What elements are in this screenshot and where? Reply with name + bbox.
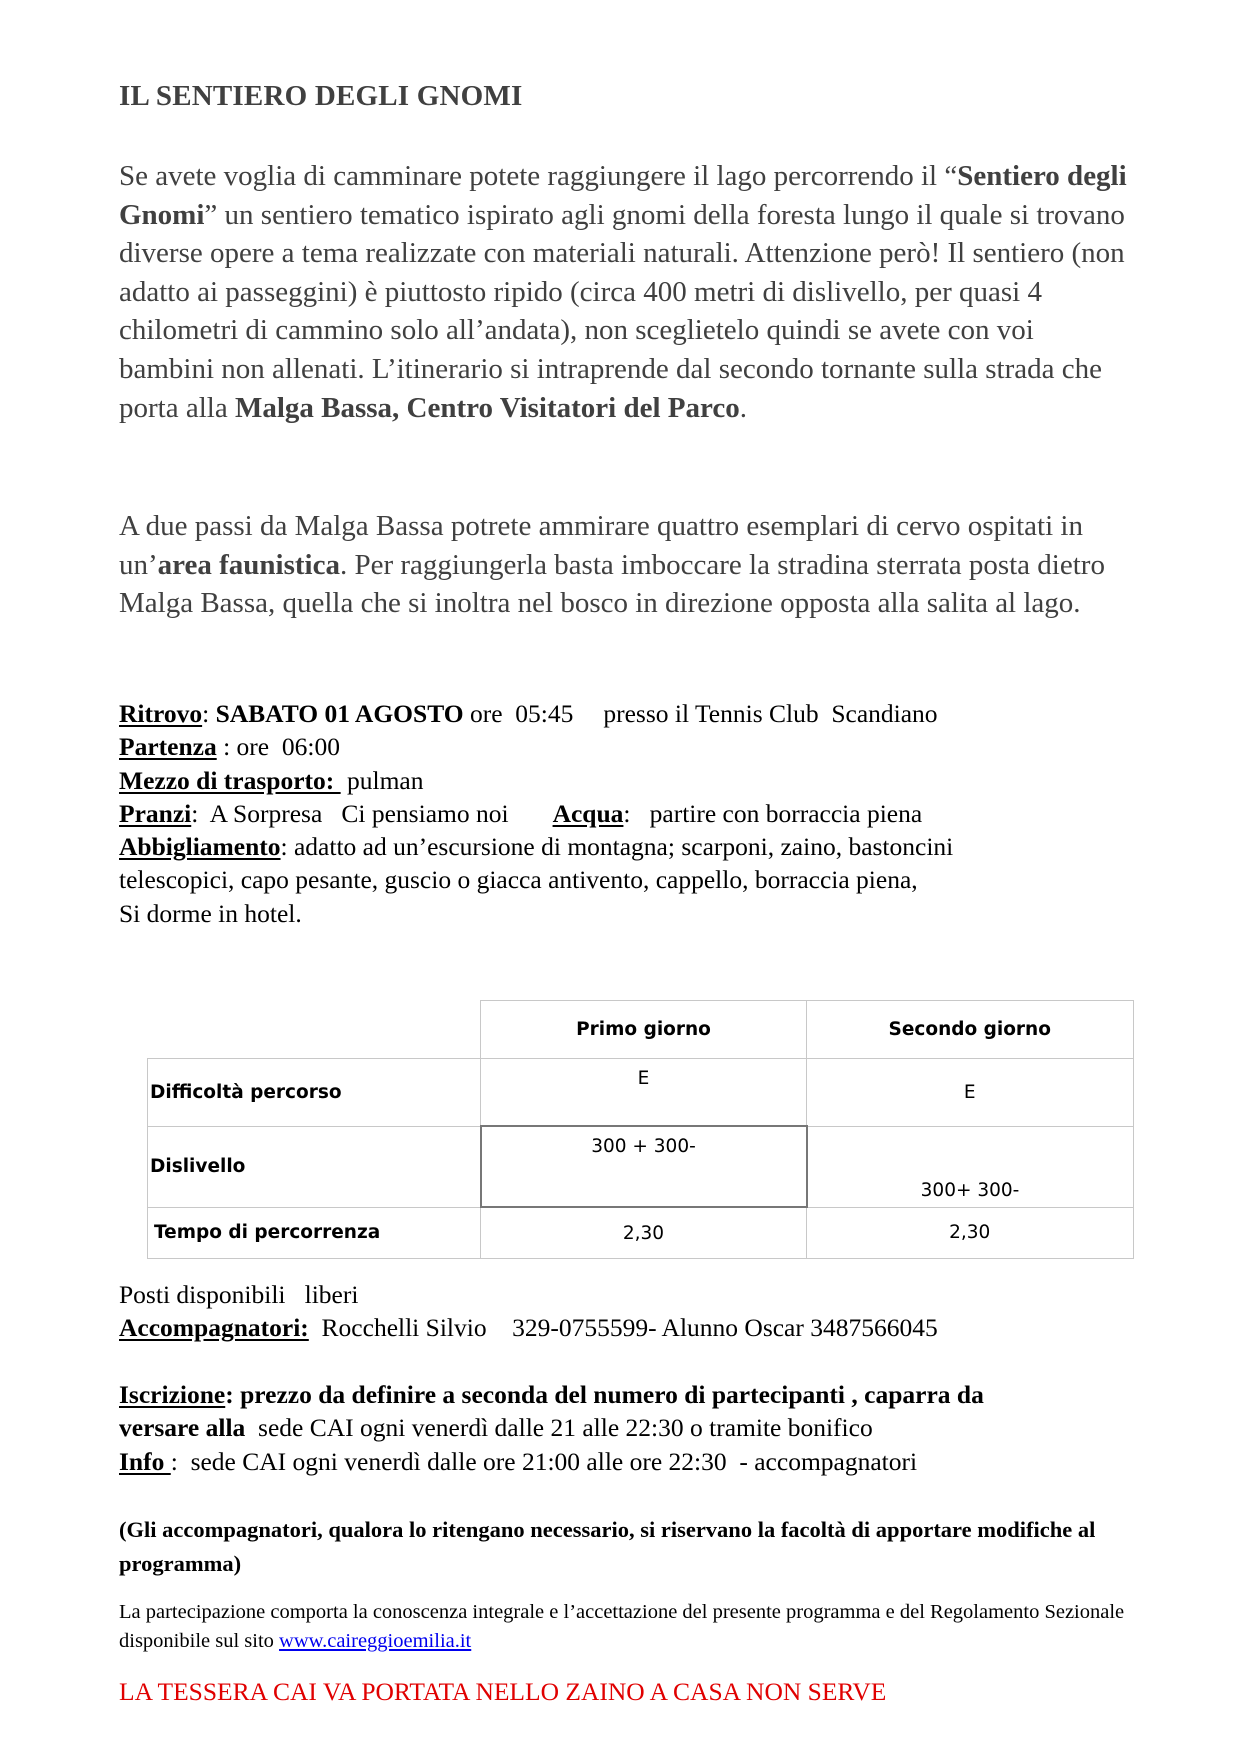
- pranzi-value: : A Sorpresa Ci pensiamo noi: [191, 798, 509, 828]
- accompagnatori-label: Accompagnatori:: [119, 1313, 309, 1343]
- trip-details: [119, 697, 1129, 930]
- table-header-empty: [148, 1001, 481, 1059]
- ritrovo-label: Ritrovo: [119, 699, 203, 728]
- acqua-label: Acqua: [552, 798, 624, 828]
- abbigliamento-line2: telescopici, capo pesante, guscio o giacca antivento, cappello, borraccia piena,: [119, 865, 918, 895]
- ritrovo-sep: :: [202, 699, 216, 728]
- row-label-tempo: Tempo di percorrenza: [148, 1207, 481, 1259]
- iscrizione-line2-rest: sede CAI ogni venerdì dalle 21 alle 22:30 o tramite bonifico: [245, 1413, 873, 1443]
- iscrizione-line2-bold: versare alla: [119, 1413, 246, 1443]
- abbigliamento-line3: Si dorme in hotel.: [119, 898, 302, 928]
- footer-text: La partecipazione comporta la conoscenza integrale e l’accettazione del presente programma e del Regolamento Sezionale disponibile sul sito: [119, 1601, 1125, 1652]
- p1-bold-malga: Malga Bassa, Centro Visitatori del Parco: [234, 391, 740, 424]
- partenza-line: [119, 730, 1129, 763]
- abbigliamento-line: [119, 830, 1129, 863]
- iscrizione-text: : prezzo da definire a seconda del numero di partecipanti , caparra da: [225, 1380, 984, 1409]
- website-link[interactable]: www.caireggioemilia.it: [279, 1629, 472, 1652]
- partenza-label: Partenza: [119, 732, 217, 762]
- iscrizione-line2: [119, 1411, 1129, 1444]
- acqua-value: : partire con borraccia piena: [623, 798, 923, 828]
- cell-dislivello-day2: 300+ 300-: [807, 1126, 1134, 1207]
- table-row: [148, 1207, 1134, 1259]
- posti-disponibili: Posti disponibili liberi: [119, 1280, 359, 1309]
- page-title: IL SENTIERO DEGLI GNOMI: [119, 80, 523, 112]
- footer-disclaimer: [119, 1598, 1129, 1655]
- mezzo-value: pulman: [340, 765, 424, 795]
- iscrizione-section: [119, 1378, 1129, 1478]
- ritrovo-time: ore 05:45: [463, 699, 574, 728]
- row-label-difficolta: Difficoltà percorso: [148, 1059, 481, 1127]
- intro-paragraph-1: [119, 157, 1129, 427]
- p1-bold-sentiero: Sentiero degli Gnomi: [119, 160, 1127, 231]
- p2-text-b: . Per raggiungerla basta imboccare la stradina sterrata posta dietro Malga Bassa, quella che si inoltra nel bosco in direzione opposta alla salita al lago.: [119, 548, 1105, 620]
- info-line: [119, 1445, 1129, 1478]
- intro-paragraph-2: [119, 507, 1129, 623]
- cell-tempo-day2: 2,30: [807, 1207, 1134, 1259]
- cell-tempo-day1: 2,30: [481, 1207, 807, 1259]
- mezzo-label: Mezzo di trasporto:: [119, 765, 341, 795]
- tessera-warning: LA TESSERA CAI VA PORTATA NELLO ZAINO A CASA NON SERVE: [119, 1677, 887, 1706]
- info-value: : sede CAI ogni venerdì dalle ore 21:00 alle ore 22:30 - accompagnatori: [170, 1446, 918, 1476]
- cell-difficolta-day2: E: [807, 1059, 1134, 1127]
- p2-text-a: A due passi da Malga Bassa potrete ammirare quattro esemplari di cervo ospitati in un’: [119, 510, 1083, 581]
- table-header-row: [148, 1001, 1134, 1059]
- accompagnatori-line: [119, 1311, 1129, 1344]
- availability-section: [119, 1278, 1129, 1345]
- cell-difficolta-day1: E: [481, 1059, 807, 1127]
- iscrizione-line1: [119, 1378, 1129, 1411]
- iscrizione-label: Iscrizione: [119, 1380, 226, 1409]
- pranzi-label: Pranzi: [119, 798, 192, 828]
- p1-text-b: ” un sentiero tematico ispirato agli gnomi della foresta lungo il quale si trovano diverse opere a tema realizzate con materiali naturali. Attenzione però! Il sentiero (non adatto ai passeggini) è piuttosto ripido (circa 400 metri di dislivello, per quasi 4 chilometri di cammino solo all’andata), non sceglietelo quindi se avete con voi bambini non allenati. L’itinerario si intraprende dal secondo tornante sulla strada che porta alla: [119, 198, 1125, 424]
- ritrovo-line: [119, 697, 1129, 730]
- table-row: [148, 1059, 1134, 1127]
- accompagnatori-value: Rocchelli Silvio 329-0755599- Alunno Oscar 3487566045: [308, 1313, 938, 1343]
- table-header-day1: Primo giorno: [481, 1001, 807, 1059]
- partenza-value: : ore 06:00: [216, 732, 340, 762]
- p1-text-c: .: [739, 391, 747, 424]
- table-header-day2: Secondo giorno: [807, 1001, 1134, 1059]
- pranzi-line: [119, 797, 1129, 830]
- abbigliamento-label: Abbigliamento: [119, 832, 281, 862]
- difficulty-table: [147, 1000, 1134, 1259]
- ritrovo-date: SABATO 01 AGOSTO: [215, 699, 464, 728]
- row-label-dislivello: Dislivello: [148, 1126, 481, 1207]
- mezzo-line: [119, 764, 1129, 797]
- ritrovo-place: presso il Tennis Club Scandiano: [603, 699, 938, 728]
- table-row: [148, 1126, 1134, 1207]
- info-label: Info: [119, 1446, 171, 1476]
- p2-bold-area: area faunistica: [157, 548, 340, 581]
- organizer-note: (Gli accompagnatori, qualora lo ritengano necessario, si riservano la facoltà di apportare modifiche al programma): [119, 1517, 1096, 1576]
- abbigliamento-line1: : adatto ad un’escursione di montagna; scarponi, zaino, bastoncini: [280, 832, 954, 862]
- cell-dislivello-day1: 300 + 300-: [481, 1126, 807, 1207]
- p1-text-a: Se avete voglia di camminare potete raggiungere il lago percorrendo il “: [119, 160, 958, 192]
